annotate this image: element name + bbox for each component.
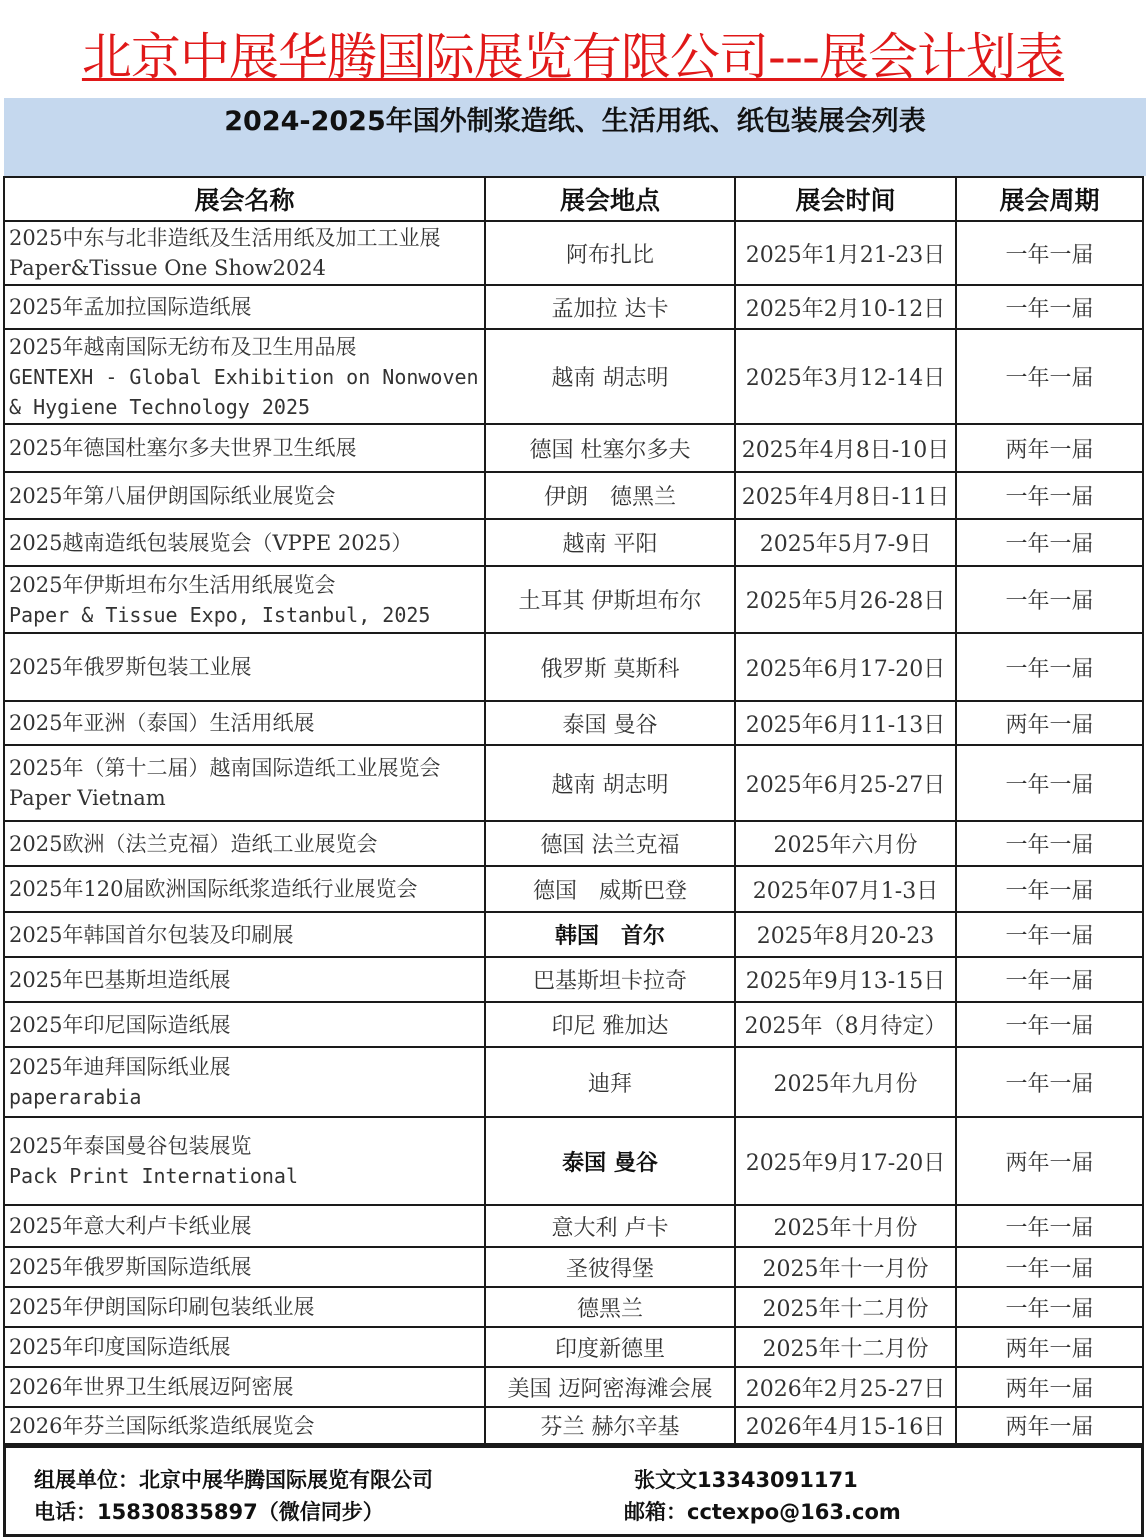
exhibition-date: 2025年6月17-20日 [735, 633, 956, 701]
exhibition-date: 2025年6月25-27日 [735, 745, 956, 821]
exhibition-name-en: GENTEXH - Global Exhibition on Nonwoven & Hygiene Technology 2025 [9, 364, 479, 419]
exhibition-location: 韩国 首尔 [485, 912, 735, 957]
exhibition-date: 2026年2月25-27日 [735, 1367, 956, 1407]
exhibition-table [3, 176, 1144, 1445]
exhibition-cycle: 两年一届 [956, 424, 1143, 472]
table-row [4, 424, 1143, 472]
email-text: 邮箱：cctexpo@163.com [624, 1500, 901, 1524]
table-row [4, 912, 1143, 957]
exhibition-date: 2025年1月21-23日 [735, 221, 956, 285]
table-row [4, 221, 1143, 285]
exhibition-location: 德国 法兰克福 [485, 821, 735, 866]
organizer-text: 组展单位：北京中展华腾国际展览有限公司 [34, 1468, 433, 1492]
table-row [4, 566, 1143, 633]
exhibition-location: 孟加拉 达卡 [485, 285, 735, 329]
exhibition-location: 泰国 曼谷 [485, 701, 735, 745]
exhibition-cycle: 两年一届 [956, 1407, 1143, 1444]
exhibition-date: 2026年4月15-16日 [735, 1407, 956, 1444]
exhibition-date: 2025年3月12-14日 [735, 329, 956, 424]
exhibition-name-en: Pack Print International [9, 1164, 298, 1188]
exhibition-name: 2025年德国杜塞尔多夫世界卫生纸展 [4, 424, 485, 472]
exhibition-location: 土耳其 伊斯坦布尔 [485, 566, 735, 633]
exhibition-date: 2025年9月17-20日 [735, 1117, 956, 1205]
exhibition-cycle: 一年一届 [956, 866, 1143, 912]
exhibition-location: 越南 胡志明 [485, 745, 735, 821]
exhibition-location: 德国 威斯巴登 [485, 866, 735, 912]
exhibition-name [4, 1047, 485, 1117]
table-row [4, 472, 1143, 519]
exhibition-date: 2025年4月8日-10日 [735, 424, 956, 472]
exhibition-location: 越南 平阳 [485, 519, 735, 566]
contact-person-text: 张文文13343091171 [634, 1468, 858, 1492]
exhibition-location: 意大利 卢卡 [485, 1205, 735, 1247]
exhibition-date: 2025年8月20-23 [735, 912, 956, 957]
exhibition-date: 2025年4月8日-11日 [735, 472, 956, 519]
exhibition-cycle: 一年一届 [956, 745, 1143, 821]
table-row [4, 1327, 1143, 1367]
exhibition-name: 2025年印尼国际造纸展 [4, 1002, 485, 1047]
exhibition-location: 德黑兰 [485, 1287, 735, 1327]
table-row [4, 519, 1143, 566]
exhibition-name-zh: 2025年伊斯坦布尔生活用纸展览会 [9, 572, 336, 597]
exhibition-name: 2025年俄罗斯国际造纸展 [4, 1247, 485, 1287]
exhibition-cycle: 一年一届 [956, 566, 1143, 633]
table-header-row [4, 177, 1143, 221]
exhibition-name: 2025年伊朗国际印刷包装纸业展 [4, 1287, 485, 1327]
exhibition-location: 圣彼得堡 [485, 1247, 735, 1287]
table-row [4, 745, 1143, 821]
exhibition-cycle: 一年一届 [956, 1247, 1143, 1287]
exhibition-cycle: 一年一届 [956, 221, 1143, 285]
exhibition-date: 2025年2月10-12日 [735, 285, 956, 329]
page-subtitle: 2024-2025年国外制浆造纸、生活用纸、纸包装展会列表 [224, 106, 926, 137]
subtitle-banner [4, 98, 1146, 176]
column-header-name: 展会名称 [4, 177, 485, 221]
exhibition-date: 2025年十月份 [735, 1205, 956, 1247]
exhibition-cycle: 一年一届 [956, 1047, 1143, 1117]
table-row [4, 1287, 1143, 1327]
exhibition-date: 2025年07月1-3日 [735, 866, 956, 912]
table-row [4, 285, 1143, 329]
phone-text: 电话：15830835897（微信同步） [34, 1500, 384, 1524]
table-row [4, 1117, 1143, 1205]
exhibition-name: 2025年印度国际造纸展 [4, 1327, 485, 1367]
exhibition-name: 2026年世界卫生纸展迈阿密展 [4, 1367, 485, 1407]
exhibition-name [4, 1117, 485, 1205]
table-row [4, 1247, 1143, 1287]
exhibition-date: 2025年六月份 [735, 821, 956, 866]
exhibition-name [4, 329, 485, 424]
table-row [4, 1047, 1143, 1117]
exhibition-name: 2025越南造纸包装展览会（VPPE 2025） [4, 519, 485, 566]
exhibition-location: 俄罗斯 莫斯科 [485, 633, 735, 701]
table-row [4, 957, 1143, 1002]
exhibition-cycle: 一年一届 [956, 519, 1143, 566]
exhibition-cycle: 一年一届 [956, 329, 1143, 424]
exhibition-cycle: 两年一届 [956, 701, 1143, 745]
exhibition-cycle: 两年一届 [956, 1327, 1143, 1367]
exhibition-name: 2025年意大利卢卡纸业展 [4, 1205, 485, 1247]
contact-footer [3, 1445, 1144, 1537]
table-row [4, 1002, 1143, 1047]
exhibition-date: 2025年9月13-15日 [735, 957, 956, 1002]
exhibition-cycle: 两年一届 [956, 1117, 1143, 1205]
exhibition-name: 2025年俄罗斯包装工业展 [4, 633, 485, 701]
exhibition-date: 2025年九月份 [735, 1047, 956, 1117]
exhibition-location: 迪拜 [485, 1047, 735, 1117]
exhibition-date: 2025年（8月待定） [735, 1002, 956, 1047]
exhibition-name-en: Paper & Tissue Expo, Istanbul, 2025 [9, 602, 431, 627]
exhibition-name-zh: 2025年迪拜国际纸业展 [9, 1055, 231, 1079]
exhibition-cycle: 两年一届 [956, 1367, 1143, 1407]
exhibition-location: 德国 杜塞尔多夫 [485, 424, 735, 472]
table-row [4, 1407, 1143, 1444]
exhibition-location: 美国 迈阿密海滩会展 [485, 1367, 735, 1407]
exhibition-date: 2025年5月26-28日 [735, 566, 956, 633]
column-header-cycle: 展会周期 [956, 177, 1143, 221]
table-row [4, 866, 1143, 912]
column-header-date: 展会时间 [735, 177, 956, 221]
exhibition-name-en: paperarabia [9, 1085, 142, 1109]
exhibition-location: 泰国 曼谷 [485, 1117, 735, 1205]
page-title: 北京中展华腾国际展览有限公司---展会计划表 [81, 28, 1065, 86]
exhibition-name: 2025年韩国首尔包装及印刷展 [4, 912, 485, 957]
exhibition-name: 2025年巴基斯坦造纸展 [4, 957, 485, 1002]
exhibition-cycle: 一年一届 [956, 821, 1143, 866]
exhibition-name: 2026年芬兰国际纸浆造纸展览会 [4, 1407, 485, 1444]
exhibition-date: 2025年6月11-13日 [735, 701, 956, 745]
exhibition-date: 2025年5月7-9日 [735, 519, 956, 566]
table-row [4, 633, 1143, 701]
exhibition-cycle: 一年一届 [956, 1002, 1143, 1047]
table-row [4, 329, 1143, 424]
exhibition-name [4, 566, 485, 633]
exhibition-cycle: 一年一届 [956, 285, 1143, 329]
table-row [4, 701, 1143, 745]
exhibition-location: 印度新德里 [485, 1327, 735, 1367]
exhibition-cycle: 一年一届 [956, 957, 1143, 1002]
exhibition-cycle: 一年一届 [956, 1287, 1143, 1327]
exhibition-date: 2025年十二月份 [735, 1287, 956, 1327]
exhibition-cycle: 一年一届 [956, 912, 1143, 957]
exhibition-location: 巴基斯坦卡拉奇 [485, 957, 735, 1002]
exhibition-location: 阿布扎比 [485, 221, 735, 285]
exhibition-name: 2025年亚洲（泰国）生活用纸展 [4, 701, 485, 745]
exhibition-name: 2025欧洲（法兰克福）造纸工业展览会 [4, 821, 485, 866]
exhibition-name-zh: 2025年越南国际无纺布及卫生用品展 [9, 334, 357, 359]
exhibition-location: 印尼 雅加达 [485, 1002, 735, 1047]
exhibition-cycle: 一年一届 [956, 472, 1143, 519]
exhibition-location: 越南 胡志明 [485, 329, 735, 424]
exhibition-name: 2025年120届欧洲国际纸浆造纸行业展览会 [4, 866, 485, 912]
exhibition-cycle: 一年一届 [956, 1205, 1143, 1247]
exhibition-name: 2025年第八届伊朗国际纸业展览会 [4, 472, 485, 519]
exhibition-date: 2025年十一月份 [735, 1247, 956, 1287]
exhibition-location: 芬兰 赫尔辛基 [485, 1407, 735, 1444]
column-header-location: 展会地点 [485, 177, 735, 221]
exhibition-name: 2025年（第十二届）越南国际造纸工业展览会Paper Vietnam [4, 745, 485, 821]
table-row [4, 1367, 1143, 1407]
exhibition-cycle: 一年一届 [956, 633, 1143, 701]
exhibition-name: 2025中东与北非造纸及生活用纸及加工工业展 Paper&Tissue One Show2024 [4, 221, 485, 285]
table-row [4, 821, 1143, 866]
exhibition-name: 2025年孟加拉国际造纸展 [4, 285, 485, 329]
exhibition-name-zh: 2025年泰国曼谷包装展览 [9, 1134, 252, 1158]
exhibition-location: 伊朗 德黑兰 [485, 472, 735, 519]
exhibition-date: 2025年十二月份 [735, 1327, 956, 1367]
table-row [4, 1205, 1143, 1247]
